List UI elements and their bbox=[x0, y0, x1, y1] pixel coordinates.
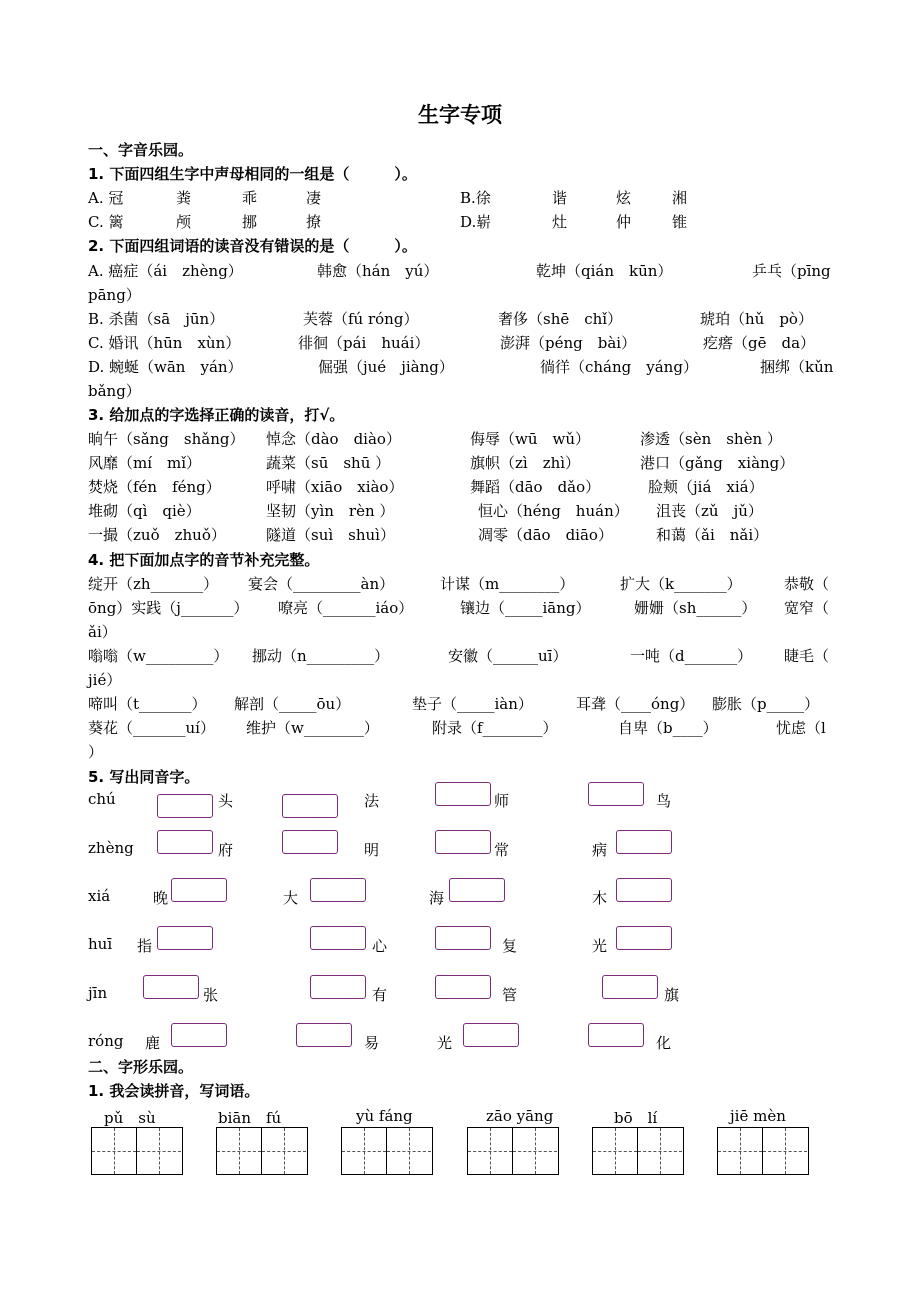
q5-pinyin: róng bbox=[88, 1032, 124, 1050]
q5-char: 明 bbox=[364, 841, 380, 859]
section-heading-2: 二、字形乐园。 bbox=[88, 1058, 194, 1076]
pinyin-label: biān fú bbox=[218, 1109, 282, 1127]
q5-char: 法 bbox=[364, 792, 380, 810]
answer-box[interactable] bbox=[282, 830, 338, 854]
pinyin-label: pǔ sù bbox=[104, 1109, 156, 1127]
section-heading-1: 一、字音乐园。 bbox=[88, 141, 194, 159]
q3-stem: 3. 给加点的字选择正确的读音，打√。 bbox=[88, 406, 345, 424]
q2-stem: 2. 下面四组词语的读音没有错误的是（ ）。 bbox=[88, 237, 417, 255]
q5-pinyin: xiá bbox=[88, 887, 111, 905]
q5-char: 管 bbox=[502, 986, 518, 1004]
q5-char: 海 bbox=[429, 889, 445, 907]
answer-box[interactable] bbox=[296, 1023, 352, 1047]
answer-box[interactable] bbox=[435, 975, 491, 999]
answer-box[interactable] bbox=[588, 1023, 644, 1047]
q5-char: 师 bbox=[494, 792, 510, 810]
q5-char: 易 bbox=[364, 1034, 380, 1052]
answer-box[interactable] bbox=[157, 830, 213, 854]
q5-char: 指 bbox=[137, 937, 153, 955]
q4-row-cont: ） bbox=[88, 743, 104, 761]
q5-char: 旗 bbox=[664, 986, 680, 1004]
q4-row-cont: jié） bbox=[88, 671, 122, 689]
q5-char: 化 bbox=[656, 1034, 672, 1052]
answer-box[interactable] bbox=[435, 830, 491, 854]
q5-char: 木 bbox=[592, 889, 608, 907]
q4-row: ōng）实践（j_______） 嘹亮（_______iáo） 镶边（_____iāng） 姗姗（sh______） 宽窄（ bbox=[88, 599, 830, 617]
answer-box[interactable] bbox=[463, 1023, 519, 1047]
q4-row: 葵花（_______uí） 维护（w________） 附录（f________） 自卑（b____） 忧虑（l bbox=[88, 719, 826, 737]
q5-char: 常 bbox=[494, 841, 510, 859]
page-title: 生字专项 bbox=[418, 103, 502, 127]
q5-char: 光 bbox=[437, 1034, 453, 1052]
pinyin-label: yù fáng bbox=[356, 1107, 413, 1125]
answer-box[interactable] bbox=[157, 794, 213, 818]
q5-stem: 5. 写出同音字。 bbox=[88, 768, 200, 786]
writing-grid[interactable] bbox=[216, 1127, 308, 1175]
q5-char: 大 bbox=[283, 889, 299, 907]
q4-row: 绽开（zh_______） 宴会（_________àn） 计谋（m________） 扩大（k_______） 恭敬（ bbox=[88, 575, 830, 593]
answer-box[interactable] bbox=[310, 975, 366, 999]
q5-char: 鸟 bbox=[656, 792, 672, 810]
pinyin-label: bō lí bbox=[614, 1109, 658, 1127]
answer-box[interactable] bbox=[435, 782, 491, 806]
q5-char: 府 bbox=[218, 841, 234, 859]
answer-box[interactable] bbox=[310, 926, 366, 950]
q5-pinyin: huī bbox=[88, 935, 113, 953]
answer-box[interactable] bbox=[143, 975, 199, 999]
answer-box[interactable] bbox=[310, 878, 366, 902]
answer-box[interactable] bbox=[282, 794, 338, 818]
answer-box[interactable] bbox=[588, 782, 644, 806]
writing-grid[interactable] bbox=[592, 1127, 684, 1175]
q5-char: 晚 bbox=[153, 889, 169, 907]
q4-stem: 4. 把下面加点字的音节补充完整。 bbox=[88, 551, 320, 569]
q5-char: 张 bbox=[203, 986, 219, 1004]
q4-row: 嗡嗡（w_________） 挪动（n_________） 安徽（______uī） 一吨（d_______） 睫毛（ bbox=[88, 647, 830, 665]
answer-box[interactable] bbox=[157, 926, 213, 950]
q5-char: 心 bbox=[372, 937, 388, 955]
q3-rows: 晌午（sǎng shǎng） 悼念（dào diào） 侮辱（wū wǔ） 渗透（sèn shèn ） 风靡（mí mǐ） 蔬菜（sū shū ） 旗帜（zì zhì） 港口（gǎng xiàng） 焚烧（fén féng） 呼啸（xiāo xiào） 舞蹈（dāo dǎo） 脸颊（jiá xiá） 堆砌（qì qiè） 坚韧（yìn rèn ） 恒心（héng huán） 沮丧（zǔ jǔ） 一撮（zuǒ zhuǒ） 隧道（suì shuì） 凋零（dāo diāo） 和蔼（ǎi nǎi） bbox=[88, 430, 795, 544]
pinyin-label: jiē mèn bbox=[730, 1107, 786, 1125]
q5-char: 复 bbox=[502, 937, 518, 955]
writing-grid[interactable] bbox=[717, 1127, 809, 1175]
q5-pinyin: jīn bbox=[88, 984, 108, 1002]
q5-char: 病 bbox=[592, 841, 608, 859]
q4-row: 啼叫（t_______） 解剖（_____ōu） 垫子（_____iàn） 耳聋（____óng） 膨胀（p_____） bbox=[88, 695, 820, 713]
q4-row-cont: ǎi） bbox=[88, 623, 117, 641]
answer-box[interactable] bbox=[171, 878, 227, 902]
pinyin-label: zāo yāng bbox=[486, 1107, 554, 1125]
answer-box[interactable] bbox=[435, 926, 491, 950]
answer-box[interactable] bbox=[616, 830, 672, 854]
answer-box[interactable] bbox=[616, 878, 672, 902]
q5-char: 有 bbox=[372, 986, 388, 1004]
answer-box[interactable] bbox=[449, 878, 505, 902]
s2q1-stem: 1. 我会读拼音，写词语。 bbox=[88, 1082, 260, 1100]
q5-pinyin: zhèng bbox=[88, 839, 134, 857]
q5-char: 鹿 bbox=[145, 1034, 161, 1052]
writing-grid[interactable] bbox=[91, 1127, 183, 1175]
q5-pinyin: chú bbox=[88, 790, 116, 808]
q1-stem: 1. 下面四组生字中声母相同的一组是（ ）。 bbox=[88, 165, 417, 183]
q5-char: 头 bbox=[218, 792, 234, 810]
q5-char: 光 bbox=[592, 937, 608, 955]
answer-box[interactable] bbox=[602, 975, 658, 999]
q2-row-d-cont: bǎng） bbox=[88, 382, 141, 400]
writing-grid[interactable] bbox=[341, 1127, 433, 1175]
answer-box[interactable] bbox=[616, 926, 672, 950]
writing-grid[interactable] bbox=[467, 1127, 559, 1175]
answer-box[interactable] bbox=[171, 1023, 227, 1047]
q2-row-a-cont: pāng） bbox=[88, 286, 141, 304]
